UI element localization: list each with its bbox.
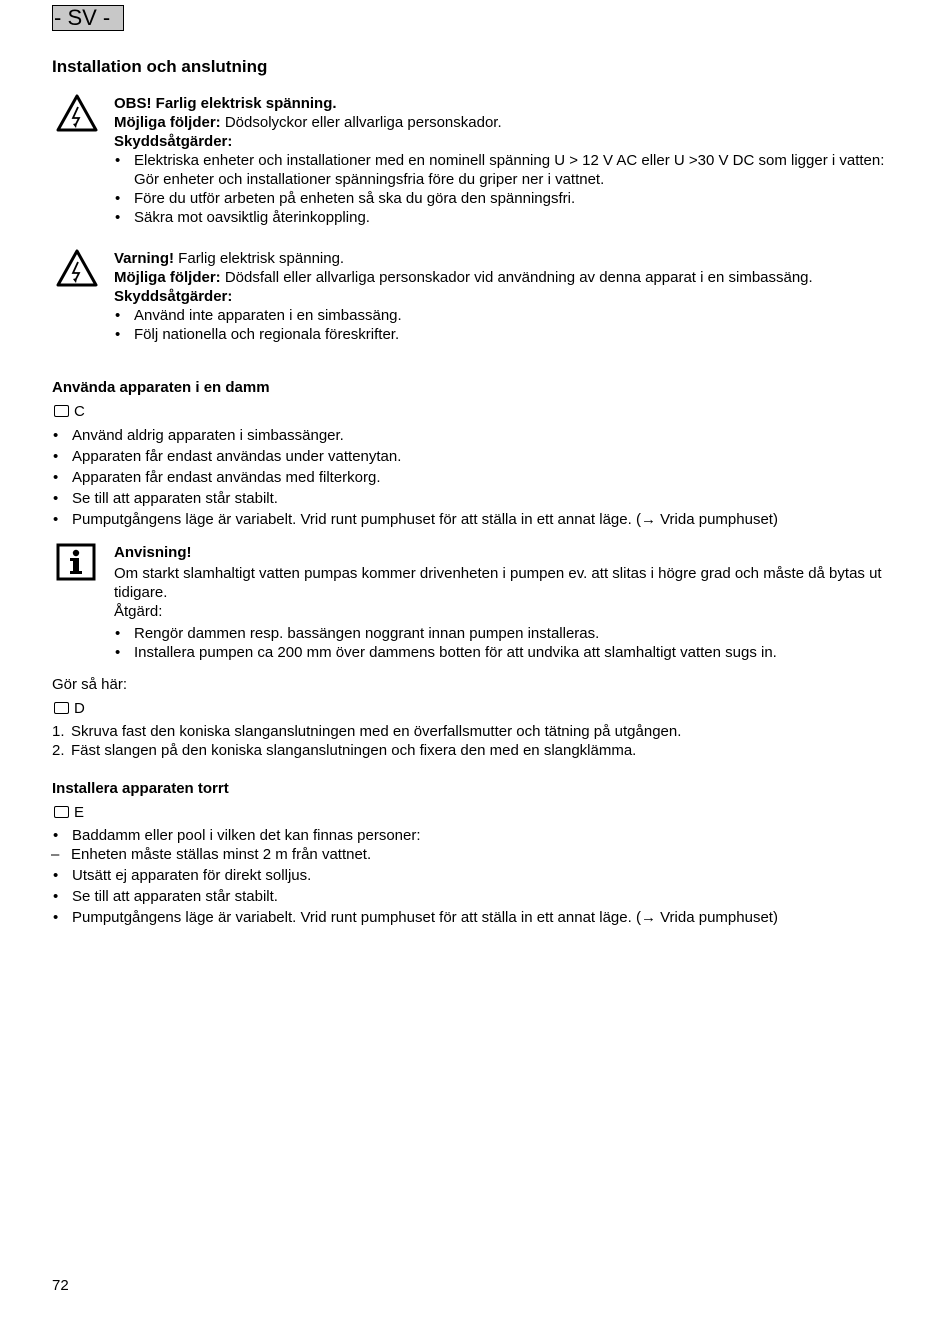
list-item: • Se till att apparaten står stabilt.: [52, 887, 912, 906]
list-item: • Se till att apparaten står stabilt.: [52, 489, 912, 508]
list-item: • Rengör dammen resp. bassängen noggrant innan pumpen installeras.: [114, 624, 894, 643]
figure-box-icon: [54, 702, 69, 714]
warning-consequence: Möjliga följder: Dödsolyckor eller allvarliga personskador.: [114, 114, 502, 131]
warning-measures-label: Skyddsåtgärder:: [114, 288, 233, 305]
list-item: • Installera pumpen ca 200 mm över dammens botten för att undvika att slamhaltigt vatten sugs in.: [114, 643, 894, 662]
warning-measures-list: [114, 151, 894, 227]
info-icon: [56, 543, 96, 581]
electric-hazard-icon: [56, 249, 98, 287]
notice-action-label: Åtgärd:: [114, 603, 163, 620]
step-item: 1. Skruva fast den koniska slanganslutningen med en överfallsmutter och tätning på utgången.: [52, 723, 682, 740]
figure-reference: D: [54, 699, 85, 718]
procedure-steps: [52, 722, 912, 760]
list-item: • Elektriska enheter och installationer med en nominell spänning U > 12 V AC eller U >30 V DC som ligger i vatten: Gör enheter och installationer spänningsfria före du griper ner i vattnet.: [114, 151, 894, 189]
language-badge: - SV -: [52, 5, 124, 31]
section-heading-dry: Installera apparaten torrt: [52, 780, 229, 797]
list-item: • Apparaten får endast användas under vattenytan.: [52, 447, 912, 466]
notice-block: [114, 543, 894, 662]
list-item: • Apparaten får endast användas med filterkorg.: [52, 468, 912, 487]
figure-box-icon: [54, 405, 69, 417]
notice-action-list: [114, 624, 894, 662]
warning-heading: OBS! Farlig elektrisk spänning.: [114, 95, 337, 112]
page-title: Installation och anslutning: [52, 57, 268, 76]
list-item: • Pumputgångens läge är variabelt. Vrid runt pumphuset för att ställa in ett annat läge. (→ Vrida pumphuset): [52, 908, 912, 927]
warning-measures-list: [114, 306, 894, 344]
list-item: • Säkra mot oavsiktlig återinkoppling.: [114, 208, 894, 227]
list-item: • Använd aldrig apparaten i simbassänger.: [52, 426, 912, 445]
list-item: • Följ nationella och regionala föreskrifter.: [114, 325, 894, 344]
section-heading-pond: Använda apparaten i en damm: [52, 379, 270, 396]
electric-hazard-icon: [56, 94, 98, 132]
pond-list: [52, 426, 912, 529]
list-item: • Baddamm eller pool i vilken det kan finnas personer:: [52, 826, 912, 845]
dry-list: [52, 826, 912, 927]
warning-measures-label: Skyddsåtgärder:: [114, 133, 233, 150]
warning-consequence: Möjliga följder: Dödsfall eller allvarliga personskador vid användning av denna apparat i en simbassäng.: [114, 269, 813, 286]
list-item: • Pumputgångens läge är variabelt. Vrid runt pumphuset för att ställa in ett annat läge. (→ Vrida pumphuset): [52, 510, 912, 529]
notice-text: Om starkt slamhaltigt vatten pumpas kommer drivenheten i pumpen ev. att slitas i högre grad och måste då bytas ut tidigare.: [114, 565, 882, 601]
procedure-intro: Gör så här:: [52, 676, 128, 693]
warning-block-1: [114, 94, 894, 227]
warning-block-2: [114, 249, 894, 344]
figure-box-icon: [54, 806, 69, 818]
step-item: 2. Fäst slangen på den koniska slanganslutningen och fixera den med en slangklämma.: [52, 742, 637, 759]
figure-reference: E: [54, 803, 84, 822]
sub-list-item: – Enheten måste ställas minst 2 m från vattnet.: [32, 845, 912, 864]
list-item: • Före du utför arbeten på enheten så ska du göra den spänningsfri.: [114, 189, 894, 208]
list-item: • Använd inte apparaten i en simbassäng.: [114, 306, 894, 325]
page-number: 72: [52, 1277, 69, 1294]
notice-heading: Anvisning!: [114, 544, 192, 561]
figure-reference: C: [54, 402, 85, 421]
list-item: • Utsätt ej apparaten för direkt solljus.: [52, 866, 912, 885]
warning-heading: Varning! Farlig elektrisk spänning.: [114, 250, 345, 267]
